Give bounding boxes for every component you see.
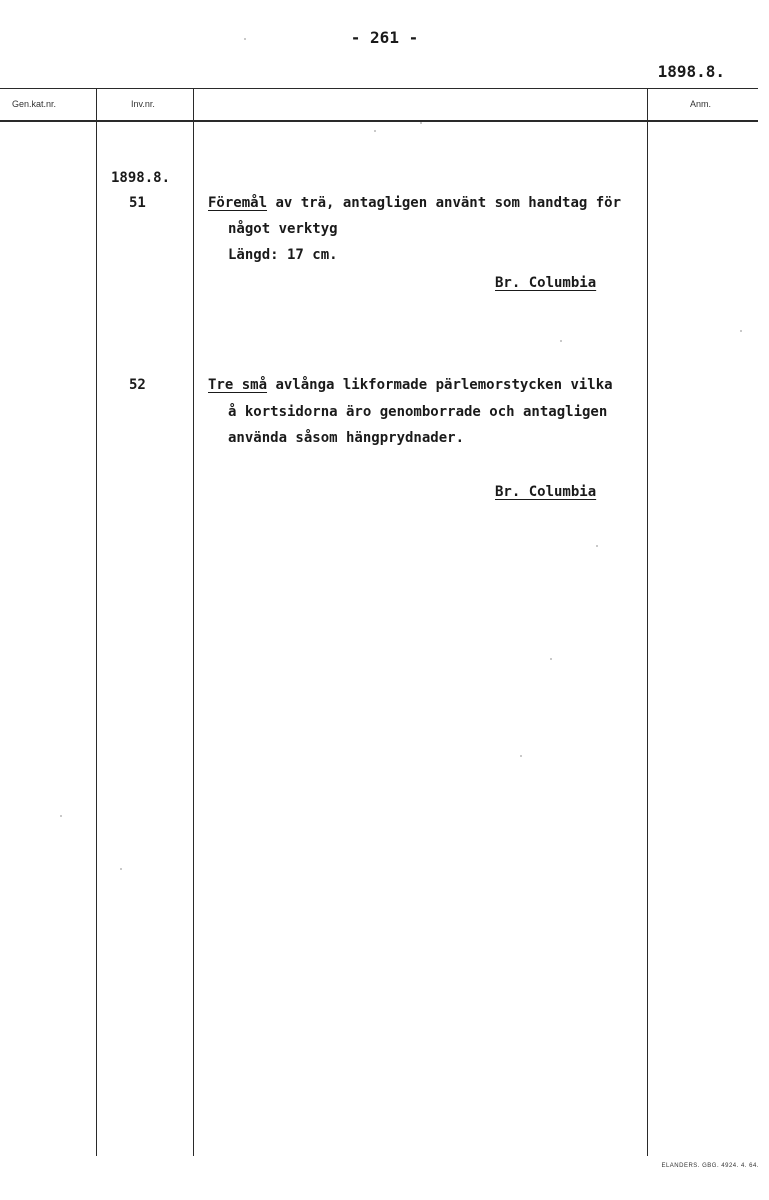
scan-speck	[596, 545, 598, 547]
entry-52-line-1	[208, 377, 613, 393]
entry-51-line-2: något verktyg	[228, 221, 338, 237]
printer-imprint: ELANDERS. GBG. 4924. 4. 64.	[661, 1163, 759, 1169]
column-header-anm: Anm.	[690, 99, 712, 109]
entry-year: 1898.8.	[111, 170, 171, 186]
scan-speck	[420, 122, 422, 124]
entry-52-underlined-term: Tre små	[208, 377, 268, 393]
entry-51-line-1-rest: av trä, antagligen använt som handtag för	[267, 195, 622, 211]
scan-speck	[740, 330, 742, 332]
header-top-rule	[0, 88, 758, 89]
scan-speck	[120, 868, 122, 870]
inv-number-51: 51	[129, 195, 146, 211]
divider-desc-anm	[647, 88, 648, 1156]
scan-speck	[550, 658, 552, 660]
scan-speck	[520, 755, 522, 757]
entry-51-place: Br. Columbia	[495, 275, 597, 291]
scan-speck	[244, 38, 246, 40]
scan-speck	[374, 130, 376, 132]
entry-52-line-2: å kortsidorna äro genomborrade och antagligen	[228, 404, 608, 420]
entry-52-place: Br. Columbia	[495, 484, 597, 500]
column-header-gen-kat-nr: Gen.kat.nr.	[12, 99, 57, 109]
entry-51-line-1	[208, 195, 621, 211]
entry-51-line-3: Längd: 17 cm.	[228, 247, 338, 263]
scan-speck	[560, 340, 562, 342]
divider-inv-desc	[193, 88, 194, 1156]
page-number: - 261 -	[350, 28, 419, 47]
entry-52-line-1-rest: avlånga likformade pärlemorstycken vilka	[267, 377, 613, 393]
header-bottom-rule	[0, 120, 758, 122]
divider-gen-inv	[96, 88, 97, 1156]
entry-51-underlined-term: Föremål	[208, 195, 268, 211]
header-year: 1898.8.	[657, 62, 725, 81]
entry-52-line-3: använda såsom hängprydnader.	[228, 430, 465, 446]
scan-speck	[60, 815, 62, 817]
inv-number-52: 52	[129, 377, 146, 393]
column-header-inv-nr: Inv.nr.	[131, 99, 155, 109]
